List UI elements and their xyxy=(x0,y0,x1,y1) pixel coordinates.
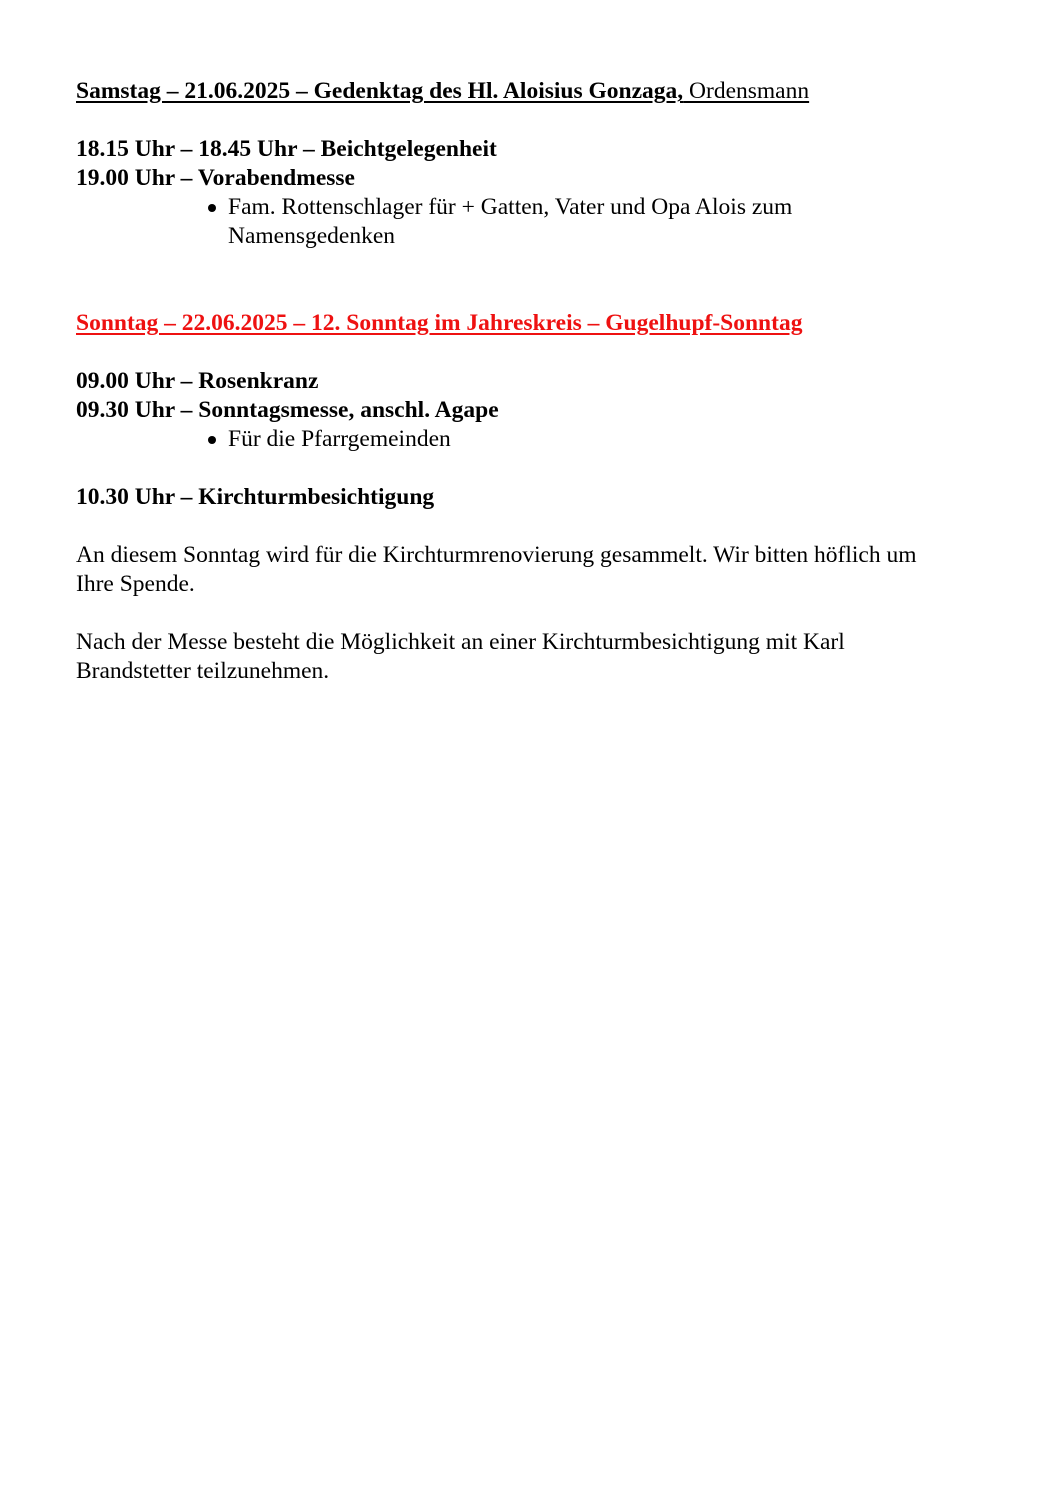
collection-note: An diesem Sonntag wird für die Kirchturmrenovierung gesammelt. Wir bitten höflich um Ihre Spende. xyxy=(76,542,917,597)
sunday-tower-tour-time: 10.30 Uhr – Kirchturmbesichtigung xyxy=(76,484,435,510)
bullet-icon xyxy=(208,436,216,444)
spacer xyxy=(76,251,976,309)
spacer xyxy=(76,512,976,541)
intention-text: Für die Pfarrgemeinden xyxy=(228,426,451,452)
sunday-mass-time: 09.30 Uhr – Sonntagsmesse, anschl. Agape xyxy=(76,397,499,423)
tour-note: Nach der Messe besteht die Möglichkeit an einer Kirchturmbesichtigung mit Karl Brandstetter teilzunehmen. xyxy=(76,629,845,684)
document-page xyxy=(76,77,976,686)
saturday-mass-time: 19.00 Uhr – Vorabendmesse xyxy=(76,165,355,191)
sunday-mass-intentions xyxy=(76,425,976,454)
list-item xyxy=(206,193,868,251)
saturday-mass-intentions xyxy=(76,193,976,251)
sunday-heading: Sonntag – 22.06.2025 – 12. Sonntag im Jahreskreis – Gugelhupf-Sonntag xyxy=(76,310,803,336)
intention-text: Fam. Rottenschlager für + Gatten, Vater und Opa Alois zum Namensgedenken xyxy=(228,194,793,249)
spacer xyxy=(76,454,976,483)
saturday-heading-normal: Ordensmann xyxy=(683,78,810,104)
saturday-heading-bold: Samstag – 21.06.2025 – Gedenktag des Hl. Aloisius Gonzaga, xyxy=(76,78,684,104)
bullet-icon xyxy=(208,204,216,212)
saturday-confession-time: 18.15 Uhr – 18.45 Uhr – Beichtgelegenheit xyxy=(76,136,497,162)
list-item xyxy=(206,425,868,454)
spacer xyxy=(76,106,976,135)
spacer xyxy=(76,338,976,367)
saturday-heading xyxy=(76,77,976,106)
sunday-rosary-time: 09.00 Uhr – Rosenkranz xyxy=(76,368,319,394)
spacer xyxy=(76,599,976,628)
